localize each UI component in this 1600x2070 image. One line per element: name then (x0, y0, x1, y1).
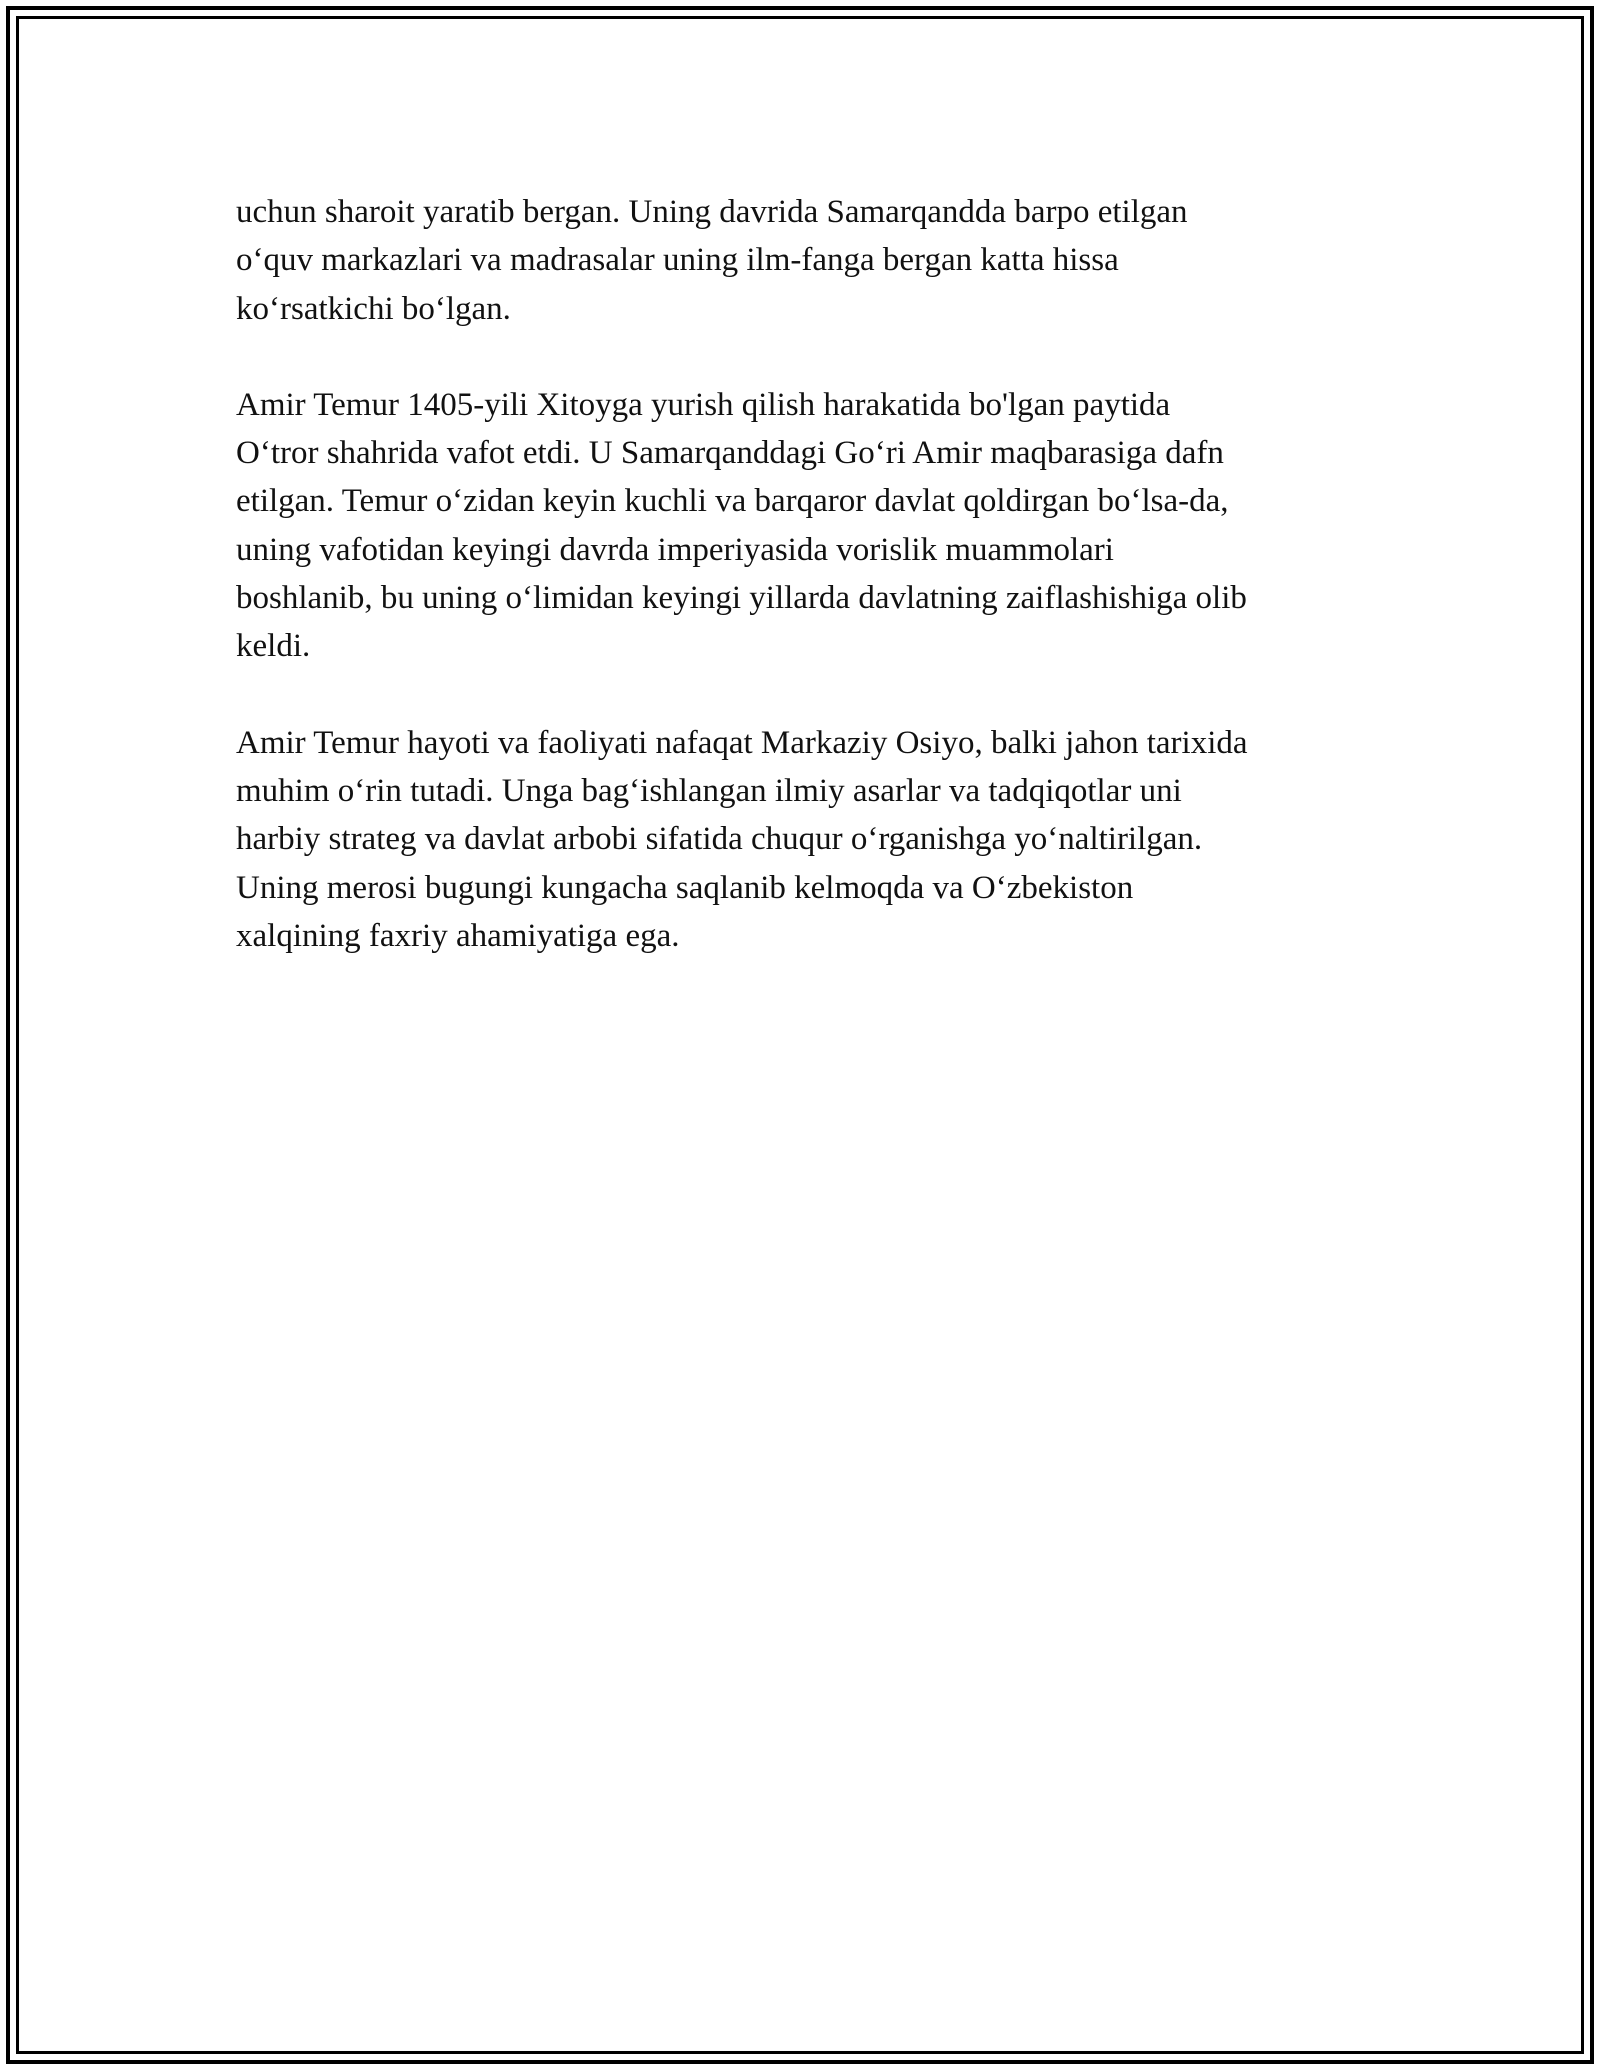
paragraph-line: muhim o‘rin tutadi. Unga bag‘ishlangan ilmiy asarlar va tadqiqotlar uni (236, 772, 1182, 809)
paragraph-line: xalqining faxriy ahamiyatiga ega. (236, 917, 680, 954)
paragraph-line: Amir Temur hayoti va faoliyati nafaqat Markaziy Osiyo, balki jahon tarixida (236, 724, 1248, 761)
paragraph-line: uchun sharoit yaratib bergan. Uning davrida Samarqandda barpo etilgan (236, 194, 1188, 230)
paragraph-line: Uning merosi bugungi kungacha saqlanib kelmoqda va O‘zbekiston (236, 869, 1134, 906)
paragraph-3 (236, 719, 1376, 960)
paragraph-2 (236, 381, 1376, 671)
paragraph-line: keldi. (236, 628, 311, 665)
paragraph-line: boshlanib, bu uning o‘limidan keyingi yillarda davlatning zaiflashishiga olib (236, 580, 1247, 617)
paragraph-line: ko‘rsatkichi bo‘lgan. (236, 290, 511, 327)
paragraph-1 (236, 188, 1376, 333)
paragraph-line: Amir Temur 1405-yili Xitoyga yurish qilish harakatida bo'lgan paytida (236, 386, 1171, 423)
paragraph-line: o‘quv markazlari va madrasalar uning ilm-fanga bergan katta hissa (236, 242, 1119, 279)
document-body (236, 188, 1376, 1008)
paragraph-line: etilgan. Temur o‘zidan keyin kuchli va barqaror davlat qoldirgan bo‘lsa-da, (236, 483, 1229, 520)
paragraph-line: harbiy strateg va davlat arbobi sifatida chuqur o‘rganishga yo‘naltirilgan. (236, 821, 1203, 858)
paragraph-line: uning vafotidan keyingi davrda imperiyasida vorislik muammolari (236, 531, 1114, 568)
paragraph-line: O‘tror shahrida vafot etdi. U Samarqanddagi Go‘ri Amir maqbarasiga dafn (236, 435, 1224, 472)
